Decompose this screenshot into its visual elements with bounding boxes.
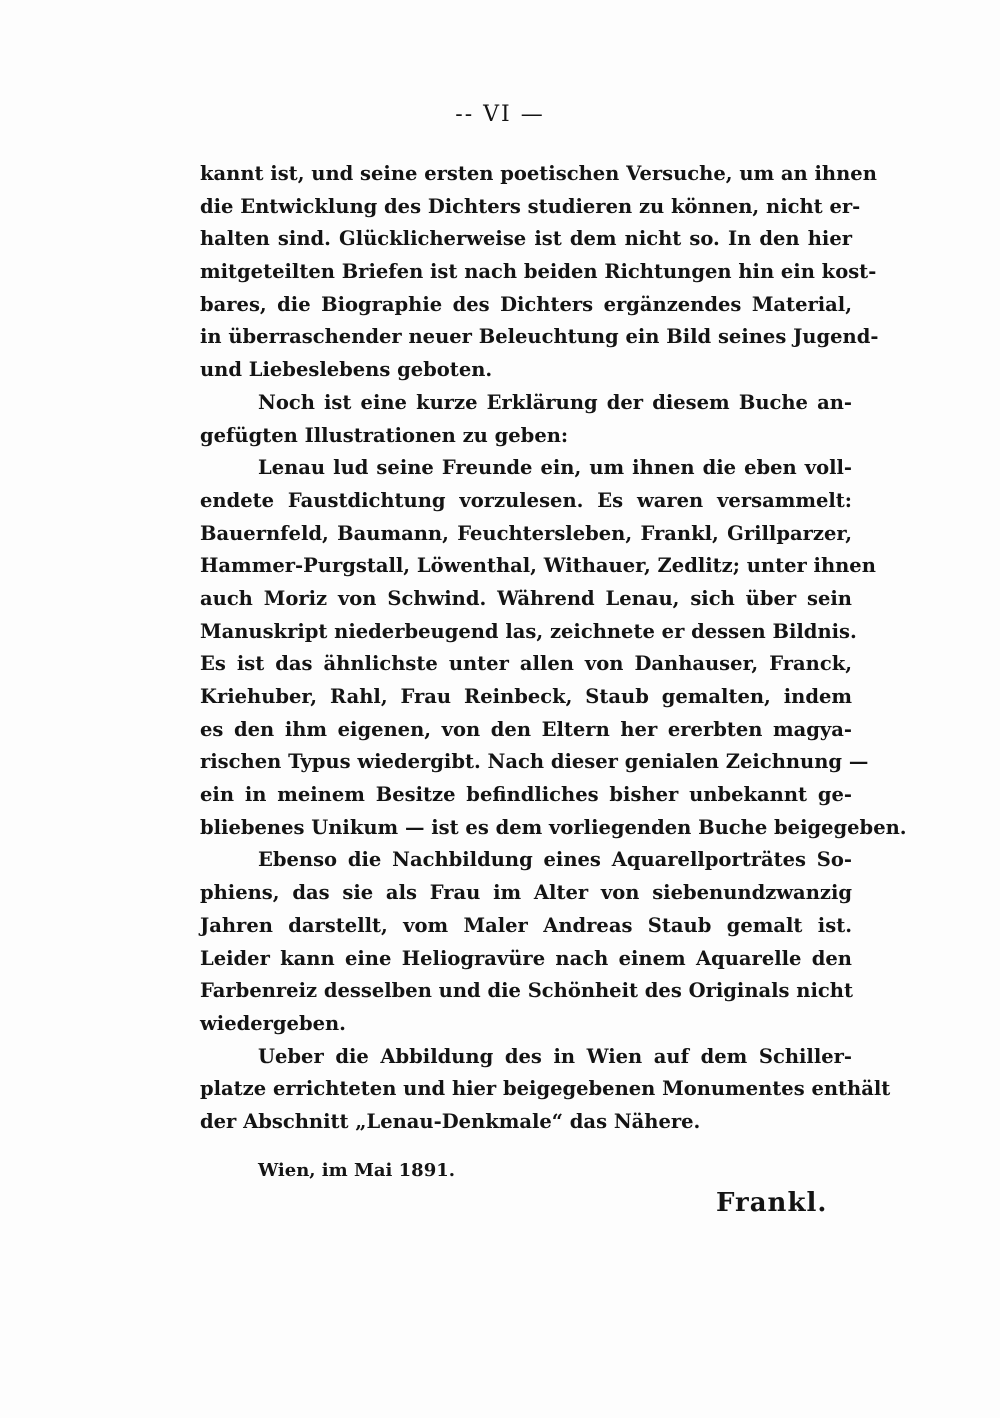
text-line: Es ist das ähnlichste unter allen von Danhauser, Franck, xyxy=(200,652,852,676)
text-line: Farbenreiz desselben und die Schönheit des Originals nicht xyxy=(200,979,853,1003)
text-line: bares, die Biographie des Dichters ergänzendes Material, xyxy=(200,292,852,316)
text-line: Bauernfeld, Baumann, Feuchtersleben, Frankl, Grillparzer, xyxy=(200,521,852,545)
text-line: Hammer-Purgstall, Löwenthal, Withauer, Zedlitz; unter ihnen xyxy=(200,554,876,578)
text-line: und Liebeslebens geboten. xyxy=(200,358,493,382)
text-line: die Entwicklung des Dichters studieren zu können, nicht er- xyxy=(200,194,861,218)
body-text xyxy=(200,158,907,1139)
text-line: endete Faustdichtung vorzulesen. Es waren versammelt: xyxy=(200,488,852,512)
text-line: Jahren darstellt, vom Maler Andreas Staub gemalt ist. xyxy=(200,913,852,937)
text-line: Leider kann eine Heliogravüre nach einem Aquarelle den xyxy=(200,946,852,970)
text-line: Ueber die Abbildung des in Wien auf dem Schiller- xyxy=(258,1044,852,1068)
text-line: es den ihm eigenen, von den Eltern her ererbten magya- xyxy=(200,717,852,741)
dateline: Wien, im Mai 1891. xyxy=(258,1160,456,1181)
page-number-header: -- VI — xyxy=(455,102,545,127)
paragraph xyxy=(200,844,852,1040)
text-line: bliebenes Unikum — ist es dem vorliegenden Buche beigegeben. xyxy=(200,815,907,839)
text-line: kannt ist, und seine ersten poetischen Versuche, um an ihnen xyxy=(200,162,877,185)
paragraph xyxy=(200,1041,891,1139)
text-line: wiedergeben. xyxy=(200,1011,346,1035)
text-line: ein in meinem Besitze befindliches bisher unbekannt ge- xyxy=(200,783,852,807)
paragraph xyxy=(200,387,852,452)
text-line: in überraschender neuer Beleuchtung ein Bild seines Jugend- xyxy=(200,325,879,349)
paragraph xyxy=(200,158,879,387)
text-line: der Abschnitt „Lenau-Denkmale“ das Nähere. xyxy=(200,1109,701,1133)
text-line: Manuskript niederbeugend las, zeichnete er dessen Bildnis. xyxy=(200,619,857,643)
text-line: halten sind. Glücklicherweise ist dem nicht so. In den hier xyxy=(200,227,852,251)
text-line: auch Moriz von Schwind. Während Lenau, sich über sein xyxy=(200,586,852,610)
text-line: phiens, das sie als Frau im Alter von siebenundzwanzig xyxy=(200,881,852,905)
text-line: rischen Typus wiedergibt. Nach dieser genialen Zeichnung — xyxy=(200,750,869,774)
author-signature: Frankl. xyxy=(716,1188,828,1218)
text-line: platze errichteten und hier beigegebenen Monumentes enthält xyxy=(200,1077,891,1101)
text-line: Kriehuber, Rahl, Frau Reinbeck, Staub gemalten, indem xyxy=(200,685,852,708)
text-line: gefügten Illustrationen zu geben: xyxy=(200,423,569,447)
text-line: Lenau lud seine Freunde ein, um ihnen die eben voll- xyxy=(258,456,852,480)
text-line: Noch ist eine kurze Erklärung der diesem Buche an- xyxy=(258,390,852,414)
text-line: Ebenso die Nachbildung eines Aquarellporträtes So- xyxy=(258,848,852,872)
text-line: mitgeteilten Briefen ist nach beiden Richtungen hin ein kost- xyxy=(200,260,877,284)
paragraph xyxy=(200,452,907,844)
